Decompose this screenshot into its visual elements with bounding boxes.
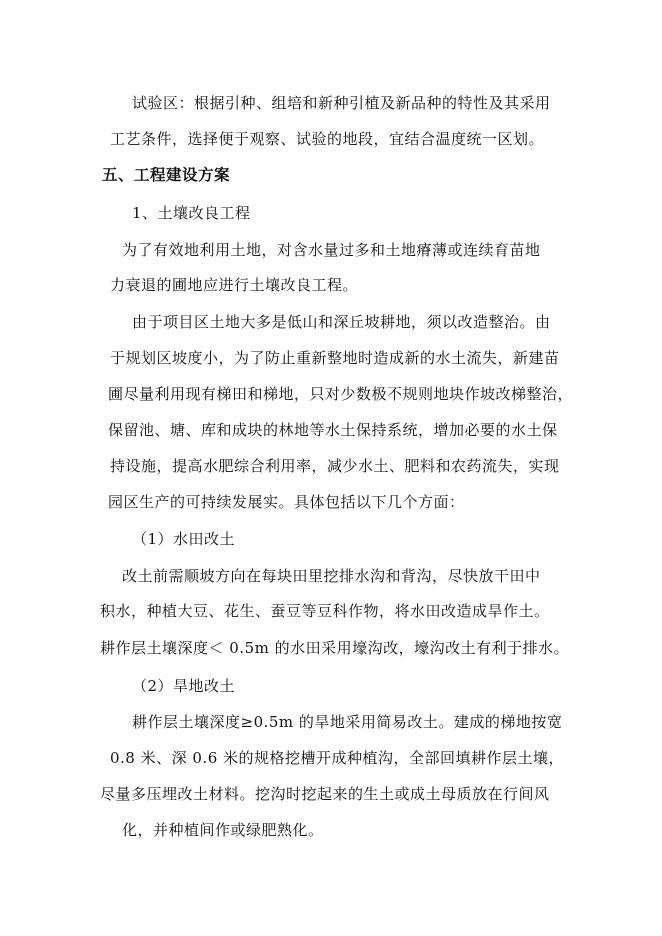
text-line: 于规划区坡度小，为了防止重新整地时造成新的水土流失，新建苗	[110, 349, 560, 367]
text-line: 0.8 米、深 0.6 米的规格挖槽开成种植沟，全部回填耕作层土壤，	[110, 749, 565, 767]
text-line: 力衰退的圃地应进行土壤改良工程。	[110, 276, 359, 294]
text-line: 尽量多压埋改土材料。挖沟时挖起来的生土或成土母质放在行间风	[100, 785, 550, 803]
text-line: 为了有效地利用土地，对含水量过多和土地瘠薄或连续育苗地	[122, 241, 541, 259]
text-line: 积水，种植大豆、花生、蚕豆等豆科作物，将水田改造成旱作土。	[100, 602, 550, 620]
text-line: 耕作层土壤深度≥0.5m 的旱地采用简易改土。建成的梯地按宽	[132, 713, 563, 731]
text-line: 耕作层土壤深度＜ 0.5m 的水田采用壕沟改，壕沟改土有利于排水。	[100, 639, 570, 657]
subsection-heading: 1、土壤改良工程	[132, 204, 251, 222]
text-line: 园区生产的可持续发展实。具体包括以下几个方面：	[108, 493, 465, 511]
subsection-heading: （2）旱地改土	[132, 677, 236, 695]
section-heading: 五、工程建设方案	[102, 166, 231, 184]
text-line: 圃尽量利用现有梯田和梯地，只对少数极不规则地块作坡改梯整治，	[108, 385, 574, 403]
text-line: 试验区：根据引种、组培和新种引植及新品种的特性及其采用	[132, 94, 551, 112]
text-line: 持设施，提高水肥综合利用率，减少水土、肥料和农药流失，实现	[110, 457, 560, 475]
text-line: 工艺条件，选择便于观察、试验的地段，宜结合温度统一区划。	[110, 130, 545, 148]
text-line: 化，并种植间作或绿肥熟化。	[122, 821, 324, 839]
text-line: 由于项目区土地大多是低山和深丘坡耕地，须以改造整治。由	[132, 313, 551, 331]
text-line: 改土前需顺坡方向在每块田里挖排水沟和背沟，尽快放干田中	[122, 567, 541, 585]
text-line: 保留池、塘、库和成块的林地等水土保持系统，增加必要的水土保	[108, 421, 558, 439]
subsection-heading: （1）水田改土	[132, 530, 236, 548]
